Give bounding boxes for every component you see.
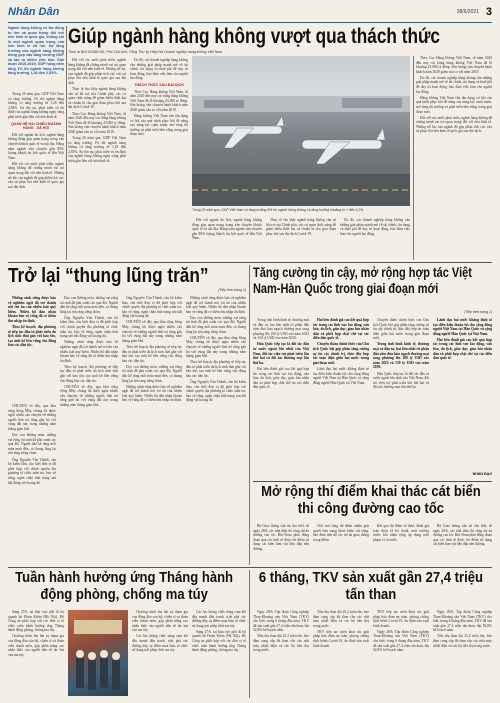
thung-lung-col-4: [186, 296, 246, 564]
lead-col-6: [340, 218, 410, 260]
photo-caption-text: Trong 20 năm qua, GDP Việt Nam có tăng trưởng 5% thì ngành hàng không có tăng trưởng khoảng từ 1 đến 3,2%.: [192, 208, 365, 212]
thung-lung-para: Những cánh rừng được bảo vệ nghiêm ngặt đã trở thành nơi trú ẩn của nhiều loài quý hiếm. Nhiều hộ dân nhận khoán bảo vệ rừng đã có thêm thu nhập ổn định.: [8, 296, 56, 323]
thung-lung-para: Những cánh rừng được bảo vệ nghiêm ngặt đã trở thành nơi trú ẩn của nhiều loài quý hiếm. Nhiều hộ dân nhận khoán bảo vệ rừng đã có thêm thu nhập ổn định.: [60, 340, 118, 363]
lead-para: Thực tế cho thấy ngành hàng không cần sự hỗ trợ của Chính phủ, các cơ quan chức năng để giảm thiểu thiệt hại và chuẩn bị cho giai đoạn phục hồi sau đại dịch Covid-19.: [266, 218, 336, 236]
col-divider: [66, 26, 67, 260]
lead-para: Do đó, các doanh nghiệp hàng không cần những giải pháp mạnh mẽ về tài chính, tín dụng và thuế phí để duy trì hoạt động, bảo đảm việc làm cho người lao động.: [340, 218, 410, 236]
lead-byline-text: Theo ai BÙI DOÃN NỀ, Phó Chủ tịch, Tổng Thư ký Hiệp hội Doanh nghiệp hàng không Việt Nam: [68, 50, 223, 54]
lead-col-2: [68, 58, 126, 260]
tkv-title: [253, 570, 492, 606]
lead-para: Theo Cục Hàng không Việt Nam, từ năm 2020 đến nay các hãng hàng không Việt Nam đã lỗ khoảng 23.000 tỷ đồng. Sản lượng vận chuyển hành khách năm 2020 giảm sâu so với năm 2019.: [130, 89, 188, 112]
han-quoc-para: Lãnh đạo hai nước khẳng định sẽ tạo điều kiện thuận lợi cho cộng đồng người Việt Nam tại Hàn Quốc và cộng đồng người Hàn Quốc tại Việt Nam.: [313, 366, 369, 385]
ma-tuy-para: Các lực lượng chức năng cam kết đẩy mạnh đấu tranh, triệt phá các đường dây, tụ điểm mua bán, tổ chức sử dụng trái phép chất ma túy.: [192, 610, 246, 628]
lead-col-7: [416, 56, 492, 260]
cao-toc-col-1: [253, 524, 309, 564]
tkv-col-2: [313, 610, 369, 696]
ma-tuy-photo: [68, 610, 128, 696]
lead-subhead-left: QUAN HỆ HAI CHIỀU NGÀNH HÀNG - XÃ HỘI: [10, 121, 62, 131]
lead-col-4: [192, 218, 262, 260]
tkv-para: Ngày 28/6, Tập đoàn Công nghiệp Than-Khoáng sản Việt Nam (TKV) cho biết, trong 6 tháng đầu năm, TKV đã sản xuất gần 27,4 triệu tấn than, đạt 52,8% kế hoạch năm.: [253, 610, 309, 633]
han-quoc-col-1: [253, 318, 309, 478]
thung-lung-para: Ông Nguyễn Văn Thành, cán bộ kiểm lâm, cho biết đơn vị đã phối hợp với chính quyền địa phương tổ chức tuần tra, bảo vệ rừng, ngăn chặn tình trạng săn bắt động vật hoang dã.: [60, 315, 118, 339]
thung-lung-para: Theo kế hoạch, địa phương sẽ tiếp tục đầu tư phát triển du lịch sinh thái gắn với bảo tồn, tạo sinh kế bền vững cho đồng bào các dân tộc.: [122, 344, 182, 363]
tkv-para: TKV tiếp tục triển khai các giải pháp bảo đảm an toàn, phòng chống dịch bệnh Covid-19, ổn định sản xuất kinh doanh.: [373, 610, 429, 628]
col-divider: [413, 56, 414, 260]
cao-toc-para: Kết quả thí điểm sẽ được đánh giá toàn diện về kỹ thuật, môi trường trước khi nhân rộng áp dụng trên phạm vi cả nước.: [373, 524, 429, 542]
cao-toc-col-2: [313, 524, 369, 564]
ma-tuy-para: Các lực lượng chức năng cam kết đẩy mạnh đấu tranh, triệt phá các đường dây, tụ điểm mua bán, tổ chức sử dụng trái phép chất ma túy.: [132, 634, 188, 653]
tkv-col-1: [253, 610, 309, 696]
thung-lung-col-2: [60, 296, 118, 564]
ma-tuy-para: Chương trình thu hút sự tham gia của đông đảo cán bộ, chiến sĩ và đoàn viên thanh niên, góp phần nâng cao nhận thức của người dân về tác hại của ma túy.: [132, 610, 188, 633]
thung-lung-para: Dọc con đường mòn, những vạt rừng tái sinh đã phủ xanh các quả đồi. Người dân kể rằng mỗi mùa mưa đến, cả thung lũng lại rộn ràng tiếng chim.: [186, 315, 246, 334]
cao-toc-title-text: Mở rộng thí điểm khai thác cát biển thi công đường cao tốc: [261, 484, 481, 517]
lead-para: Đối với các nước phát triển, ngành hàng không đã chứng minh vai trò quan trọng đối với nền kinh tế. Những nỗ lực của ngành đã góp phần tích cực vào sự phục hồi nền kinh tế quốc gia sau đại dịch.: [68, 58, 126, 85]
han-quoc-para: Hàn Quốc tiếp tục là đối tác đầu tư nước ngoài lớn nhất của Việt Nam, đối tác viện trợ phát triển lớn thứ hai và đối tác thương mại lớn thứ ba.: [373, 371, 429, 390]
lead-subhead-mid: THÁCH THỨC SAU ĐẠI DỊCH: [134, 82, 184, 87]
han-quoc-signature: [433, 472, 492, 478]
page-date: 28/6/2021: [456, 9, 479, 15]
lead-para: Theo Cục Hàng không Việt Nam, từ năm 2020 đến nay các hãng hàng không Việt Nam đã lỗ khoảng 23.000 tỷ đồng. Sản lượng vận chuyển hành khách năm 2020 giảm sâu so với năm 2019.: [68, 111, 126, 134]
thung-lung-col-1: [8, 404, 56, 564]
tkv-col-4: [433, 610, 492, 696]
tkv-para: Tiêu thụ than đạt 25,2 triệu tấn, bảo đảm cung cấp đủ than cho các nhà máy nhiệt điện và các hộ tiêu thụ trong nước.: [433, 634, 492, 648]
han-quoc-signature-text: NHÂN ĐẠO: [472, 472, 492, 476]
lead-para: Do đó, các doanh nghiệp hàng không cần những giải pháp mạnh mẽ về tài chính, tín dụng và thuế phí để duy trì hoạt động, bảo đảm việc làm cho người lao động.: [416, 75, 492, 94]
han-quoc-title-text: Tăng cường tin cậy, mở rộng hợp tác Việt Nam-Hàn Quốc trong giai đoạn mới: [253, 265, 472, 296]
cao-toc-para: Bộ Giao thông vận tải cho biết, từ ngày 28/6, các nhà thầu thi công dự án đường cao tốc Bắc-Nam phía đông đoạn qua các tỉnh sẽ được thí điểm sử dụng cát biển làm vật liệu đắp nền đường.: [433, 524, 492, 547]
lead-para: Đối với các nước phát triển, ngành hàng không đã chứng minh vai trò quan trọng đối với nền kinh tế. Những nỗ lực của ngành đã góp phần tích cực vào sự phục hồi nền kinh tế quốc gia sau đại dịch.: [416, 115, 492, 134]
tkv-col-3: [373, 610, 429, 696]
photo-caption: [192, 208, 410, 218]
thung-lung-title: [8, 265, 246, 287]
han-quoc-col-3: [373, 318, 429, 478]
han-quoc-para: Trong tình hình kinh tế, thương mại và đầu tư, hai bên nhất trí phấn đấu sớm đưa kim ngạch thương mại song phương lên 100 tỷ USD vào năm 2023 và 150 tỷ USD vào năm 2030.: [373, 342, 429, 370]
thung-lung-para: Dọc con đường mòn, những vạt rừng tái sinh đã phủ xanh các quả đồi. Người dân kể rằng mỗi mùa mưa đến, cả thung lũng lại rộn ràng tiếng chim.: [8, 433, 56, 456]
section-rule: [253, 481, 492, 482]
han-quoc-para: Lãnh đạo hai nước khẳng định sẽ tạo điều kiện thuận lợi cho cộng đồng người Việt Nam tại Hàn Quốc và cộng đồng người Hàn Quốc tại Việt Nam.: [433, 318, 492, 336]
page-number: 3: [485, 6, 492, 18]
lead-para: Trong 20 năm qua, GDP Việt Nam có tăng trưởng 1% thì ngành hàng không có tăng trưởng từ 1,28 đến 2,83%. Sự tồn tại, phát triển và ổn định của ngành hàng không ngày càng phát triển gắn liền với nền kinh tế.: [8, 92, 64, 119]
han-quoc-col-4: [433, 318, 492, 470]
ma-tuy-title: [8, 570, 246, 606]
lead-para: Hàng không Việt Nam cần tận dụng cơ hội của quá trình phục hồi để nâng cao năng lực cạnh tranh, mở rộng thị trường và phát triển bền vững trong giai đoạn mới.: [130, 114, 188, 137]
thung-lung-para: Ông Nguyễn Văn Thành, cán bộ kiểm lâm, cho biết đơn vị đã phối hợp với chính quyền địa phương tổ chức tuần tra, bảo vệ rừng, ngăn chặn tình trạng săn bắt động vật hoang dã.: [8, 457, 56, 485]
han-quoc-para: Hai bên đánh giá cao kết quả hợp tác trong các lĩnh vực lao động, văn hóa, du lịch, giáo dục, giao lưu nhân dân và phối hợp chặt chẽ tại các diễn đàn quốc tế.: [253, 366, 309, 390]
tkv-para: Ngày 28/6, Tập đoàn Công nghiệp Than-Khoáng sản Việt Nam (TKV) cho biết, trong 6 tháng đầu năm, TKV đã sản xuất gần 27,4 triệu tấn than, đạt 52,8% kế hoạch năm.: [433, 610, 492, 633]
thung-lung-para: CHUYẾN về đây, qua khu rừng Sông Mây, chúng tôi được nghe nhiều câu chuyện về những người lính trẻ từng gắn bó với vùng đất này trong những năm tháng gian khổ.: [60, 384, 118, 408]
ma-tuy-para: Chương trình thu hút sự tham gia của đông đảo cán bộ, chiến sĩ và đoàn viên thanh niên, góp phần nâng cao nhận thức của người dân về tác hại của ma túy.: [8, 634, 64, 657]
thung-lung-para: CHUYẾN về đây, qua khu rừng Sông Mây, chúng tôi được nghe nhiều câu chuyện về những người lính trẻ từng gắn bó với vùng đất này trong những năm tháng gian khổ.: [8, 404, 56, 431]
han-quoc-para: Hàn Quốc tiếp tục là đối tác đầu tư nước ngoài lớn nhất của Việt Nam, đối tác viện trợ phát triển lớn thứ hai và đối tác thương mại lớn thứ ba.: [253, 342, 309, 365]
thung-lung-para: Những cánh rừng được bảo vệ nghiêm ngặt đã trở thành nơi trú ẩn của nhiều loài quý hiếm. Nhiều hộ dân nhận khoán bảo vệ rừng đã có thêm thu nhập ổn định.: [122, 384, 182, 403]
tkv-para: Ngày 28/6, Tập đoàn Công nghiệp Than-Khoáng sản Việt Nam (TKV) cho biết, trong 6 tháng đầu năm, TKV đã sản xuất gần 27,4 triệu tấn than, đạt 52,8% kế hoạch năm.: [373, 629, 429, 653]
han-quoc-title: [253, 265, 492, 309]
han-quoc-para: Hai bên đánh giá cao kết quả hợp tác trong các lĩnh vực lao động, văn hóa, du lịch, giáo dục, giao lưu nhân dân và phối hợp chặt chẽ tại các diễn đàn quốc tế.: [433, 337, 492, 361]
tkv-para: Tiêu thụ than đạt 25,2 triệu tấn, bảo đảm cung cấp đủ than cho các nhà máy nhiệt điện và các hộ tiêu thụ trong nước.: [313, 610, 369, 628]
ma-tuy-col-2: [132, 610, 188, 696]
lead-para: Đối với ngành du lịch, ngành hàng không đóng góp quan trọng trong vận chuyển khách quốc tế và nội địa. Hàng năm ngành vận chuyển gần 80% lượng khách du lịch quốc tế đến Việt Nam.: [8, 132, 64, 160]
lead-para: Thực tế cho thấy ngành hàng không cần sự hỗ trợ của Chính phủ, các cơ quan chức năng để giảm thiểu thiệt hại và chuẩn bị cho giai đoạn phục hồi sau đại dịch Covid-19.: [68, 87, 126, 110]
thung-lung-para: Những cánh rừng được bảo vệ nghiêm ngặt đã trở thành nơi trú ẩn của nhiều loài quý hiếm. Nhiều hộ dân nhận khoán bảo vệ rừng đã có thêm thu nhập ổn định.: [186, 296, 246, 314]
section-rule: [8, 262, 492, 263]
lead-col-3: [130, 58, 188, 260]
thung-lung-para: Theo kế hoạch, địa phương sẽ tiếp tục đầu tư phát triển du lịch sinh thái gắn với bảo tồn, tạo sinh kế bền vững cho đồng bào các dân tộc.: [8, 325, 56, 348]
han-quoc-byline-text: (Tiếp theo trang 1): [464, 310, 492, 314]
lead-title-text: Giúp ngành hàng không vượt qua thách thức: [68, 26, 441, 48]
march-crowd-icon: [68, 610, 128, 696]
lead-para: Hàng không Việt Nam cần tận dụng cơ hội của quá trình phục hồi để nâng cao năng lực cạnh tranh, mở rộng thị trường và phát triển bền vững trong giai đoạn mới.: [416, 95, 492, 114]
thung-lung-byline: [190, 288, 246, 294]
thung-lung-para: Theo kế hoạch, địa phương sẽ tiếp tục đầu tư phát triển du lịch sinh thái gắn với bảo tồn, tạo sinh kế bền vững cho đồng bào các dân tộc.: [60, 364, 118, 383]
lead-col-1: [8, 92, 64, 260]
cao-toc-para: Bộ Giao thông vận tải cho biết, từ ngày 28/6, các nhà thầu thi công dự án đường cao tốc Bắc-Nam phía đông đoạn qua các tỉnh sẽ được thí điểm sử dụng cát biển làm vật liệu đắp nền đường.: [253, 524, 309, 551]
airplane-icon: [192, 56, 410, 206]
cao-toc-para: Việc mở rộng thí điểm nhằm giải quyết tình trạng khan hiếm cát sông, bảo đảm tiến độ các dự án giao thông trọng điểm.: [313, 524, 369, 542]
section-rule: [8, 567, 492, 568]
lead-para: Đối với ngành du lịch, ngành hàng không đóng góp quan trọng trong vận chuyển khách quốc tế và nội địa. Hàng năm ngành vận chuyển gần 80% lượng khách du lịch quốc tế đến Việt Nam.: [192, 218, 262, 241]
ma-tuy-para: Sáng 27/6, tại khu vực phố đi bộ quanh hồ Hoàn Kiếm (Hà Nội), Bộ Công an phối hợp với các đơn vị tổ chức tuần hành hưởng ứng Tháng hành động phòng, chống ma túy.: [8, 610, 64, 633]
lead-para: Do đó, các doanh nghiệp hàng không cần những giải pháp mạnh mẽ về tài chính, tín dụng và thuế phí để duy trì hoạt động, bảo đảm việc làm cho người lao động.: [130, 58, 188, 81]
thung-lung-col-3: [122, 296, 182, 564]
lead-title: [68, 26, 488, 48]
lead-para: Trong 20 năm qua, GDP Việt Nam có tăng trưởng 1% thì ngành hàng không có tăng trưởng từ 1,28 đến 2,83%. Sự tồn tại, phát triển và ổn định của ngành hàng không ngày càng phát triển gắn liền với nền kinh tế.: [68, 136, 126, 163]
tkv-para: TKV tiếp tục triển khai các giải pháp bảo đảm an toàn, phòng chống dịch bệnh Covid-19, ổn định sản xuất kinh doanh.: [313, 629, 369, 648]
ma-tuy-title-text: Tuần hành hưởng ứng Tháng hành động phòng, chống ma túy: [15, 570, 234, 603]
ma-tuy-col-3: [192, 610, 246, 696]
cao-toc-col-4: [433, 524, 492, 564]
thung-lung-para: Ông Nguyễn Văn Thành, cán bộ kiểm lâm, cho biết đơn vị đã phối hợp với chính quyền địa phương tổ chức tuần tra, bảo vệ rừng, ngăn chặn tình trạng săn bắt động vật hoang dã.: [186, 380, 246, 403]
col-divider: [249, 570, 250, 698]
thung-lung-para: Ông Nguyễn Văn Thành, cán bộ kiểm lâm, cho biết đơn vị đã phối hợp với chính quyền địa phương tổ chức tuần tra, bảo vệ rừng, ngăn chặn tình trạng săn bắt động vật hoang dã.: [122, 296, 182, 319]
han-quoc-col-2: [313, 318, 369, 478]
lead-box: [8, 26, 64, 90]
thung-lung-para: Dọc con đường mòn, những vạt rừng tái sinh đã phủ xanh các quả đồi. Người dân kể rằng mỗi mùa mưa đến, cả thung lũng lại rộn ràng tiếng chim.: [122, 364, 182, 383]
lead-box-text: Ngành hàng không có tác động to lớn và quan trọng đối với nền kinh tế quốc gia, không chỉ là một ngành quan trọng của nền kinh tế xã hội. Sự tăng trưởng của ngành hàng không đóng góp vào tăng trưởng GDP và tạo ra nhiều việc làm. Giai đoạn 2015-2019, GDP hàng năm tăng 1% thì ngành hàng không tăng trưởng 1,28 đến 2,83%.: [8, 26, 64, 75]
ma-tuy-col-1: [8, 610, 64, 696]
tkv-title-text: 6 tháng, TKV sản xuất gần 27,4 triệu tấn than: [258, 570, 483, 603]
col-divider: [249, 265, 250, 565]
thung-lung-byline-text: (Tiếp theo trang 1): [218, 288, 246, 292]
thung-lung-para: CHUYẾN về đây, qua khu rừng Sông Mây, chúng tôi được nghe nhiều câu chuyện về những người lính trẻ từng gắn bó với vùng đất này trong những năm tháng gian khổ.: [122, 320, 182, 343]
lead-col-5: [266, 218, 336, 260]
page-header: [8, 6, 492, 22]
cao-toc-col-3: [373, 524, 429, 564]
han-quoc-para: Trong tình hình kinh tế, thương mại và đầu tư, hai bên nhất trí phấn đấu sớm đưa kim ngạch thương mại song phương lên 100 tỷ USD vào năm 2023 và 150 tỷ USD vào năm 2030.: [253, 318, 309, 341]
thung-lung-title-text: Trở lại “thung lũng trăn”: [8, 265, 209, 287]
section-name: Nhân Dân: [8, 6, 60, 18]
lead-para: Theo Cục Hàng không Việt Nam, từ năm 2020 đến nay các hãng hàng không Việt Nam đã lỗ khoảng 23.000 tỷ đồng. Sản lượng vận chuyển hành khách năm 2020 giảm sâu so với năm 2019.: [416, 56, 492, 74]
airport-photo: [192, 56, 410, 206]
ma-tuy-para: Sáng 27/6, tại khu vực phố đi bộ quanh hồ Hoàn Kiếm (Hà Nội), Bộ Công an phối hợp với các đơn vị tổ chức tuần hành hưởng ứng Tháng hành động phòng, chống ma túy.: [192, 629, 246, 653]
thung-lung-para: CHUYẾN về đây, qua khu rừng Sông Mây, chúng tôi được nghe nhiều câu chuyện về những người lính trẻ từng gắn bó với vùng đất này trong những năm tháng gian khổ.: [186, 335, 246, 359]
lead-para: Đối với các nước phát triển, ngành hàng không đã chứng minh vai trò quan trọng đối với nền kinh tế. Những nỗ lực của ngành đã góp phần tích cực vào sự phục hồi nền kinh tế quốc gia sau đại dịch.: [8, 161, 64, 189]
han-quoc-para: Chuyến thăm chính thức của Chủ tịch Quốc hội góp phần tăng cường sự tin cậy chính trị, thúc đẩy hợp tác toàn diện giữa hai nước trong giai đoạn mới.: [313, 342, 369, 365]
cao-toc-title: [253, 484, 492, 520]
thung-lung-intro: [8, 296, 56, 404]
thung-lung-para: Dọc con đường mòn, những vạt rừng tái sinh đã phủ xanh các quả đồi. Người dân kể rằng mỗi mùa mưa đến, cả thung lũng lại rộn ràng tiếng chim.: [60, 296, 118, 314]
han-quoc-byline: [436, 310, 492, 316]
thung-lung-para: Theo kế hoạch, địa phương sẽ tiếp tục đầu tư phát triển du lịch sinh thái gắn với bảo tồn, tạo sinh kế bền vững cho đồng bào các dân tộc.: [186, 360, 246, 378]
header-rule: [8, 22, 492, 23]
han-quoc-para: Chuyến thăm chính thức của Chủ tịch Quốc hội góp phần tăng cường sự tin cậy chính trị, thúc đẩy hợp tác toàn diện giữa hai nước trong giai đoạn mới.: [373, 318, 429, 341]
tkv-para: Tiêu thụ than đạt 25,2 triệu tấn, bảo đảm cung cấp đủ than cho các nhà máy nhiệt điện và các hộ tiêu thụ trong nước.: [253, 634, 309, 653]
han-quoc-para: Hai bên đánh giá cao kết quả hợp tác trong các lĩnh vực lao động, văn hóa, du lịch, giáo dục, giao lưu nhân dân và phối hợp chặt chẽ tại các diễn đàn quốc tế.: [313, 318, 369, 341]
